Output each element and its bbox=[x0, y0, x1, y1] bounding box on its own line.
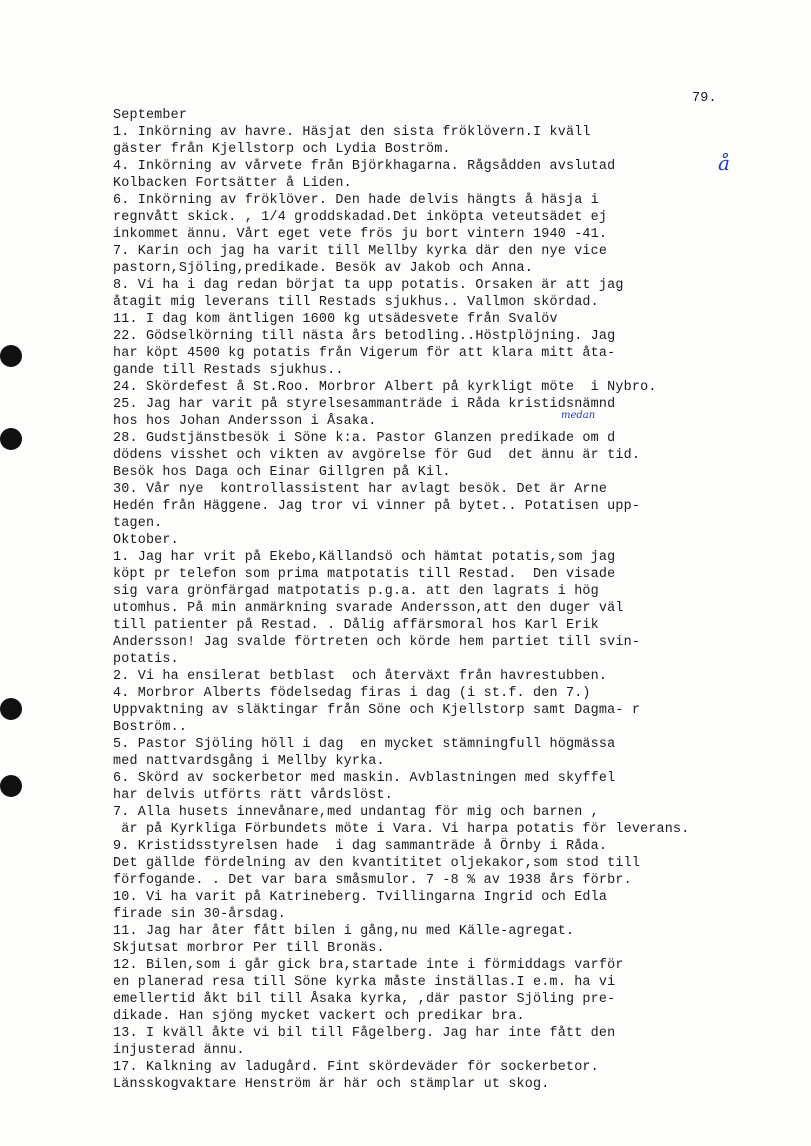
text-line: 9. Kristidsstyrelsen hade i dag sammanträde å Örnby i Råda. bbox=[113, 839, 608, 854]
text-line: åtagit mig leverans till Restads sjukhus.. Vallmon skördad. bbox=[113, 295, 599, 310]
text-line: 7. Alla husets innevånare,med undantag för mig och barnen , bbox=[113, 805, 599, 820]
text-line: Oktober. bbox=[113, 533, 179, 548]
text-line: 11. I dag kom äntligen 1600 kg utsädesvete från Svalöv bbox=[113, 312, 558, 327]
text-line: Kolbacken Fortsätter å Liden. bbox=[113, 176, 352, 191]
text-line: 4. Inkörning av vårvete från Björkhagarna. Rågsådden avslutad bbox=[113, 159, 616, 174]
text-line: sig vara grönfärgad matpotatis p.g.a. att den lagrats i hög bbox=[113, 584, 599, 599]
text-line: 28. Gudstjänstbesök i Söne k:a. Pastor Glanzen predikade om d bbox=[113, 431, 616, 446]
text-line: utomhus. På min anmärkning svarade Andersson,att den duger väl bbox=[113, 601, 624, 616]
text-line: inkommet ännu. Vårt eget vete frös ju bort vintern 1940 -41. bbox=[113, 227, 608, 242]
text-line: 5. Pastor Sjöling höll i dag en mycket stämningfull högmässa bbox=[113, 737, 616, 752]
text-line: med nattvardsgång i Mellby kyrka. bbox=[113, 754, 385, 769]
text-line: 25. Jag har varit på styrelsesammanträde i Råda kristidsnämnd bbox=[113, 397, 616, 412]
text-line: 6. Inkörning av fröklöver. Den hade delvis hängts å häsja i bbox=[113, 193, 599, 208]
text-line: 1. Jag har vrit på Ekebo,Källandsö och hämtat potatis,som jag bbox=[113, 550, 616, 565]
text-line: 4. Morbror Alberts födelsedag firas i dag (i st.f. den 7.) bbox=[113, 686, 591, 701]
text-line: förfogande. . Det var bara småsmulor. 7 -8 % av 1938 års förbr. bbox=[113, 873, 632, 888]
text-line: potatis. bbox=[113, 652, 179, 667]
text-line: 10. Vi ha varit på Katrineberg. Tvillingarna Ingrid och Edla bbox=[113, 890, 608, 905]
text-line: är på Kyrkliga Förbundets möte i Vara. Vi harpa potatis för leverans. bbox=[113, 822, 690, 837]
handwritten-margin-note: å bbox=[718, 151, 730, 175]
text-line: regnvått skick. , 1/4 groddskadad.Det inköpta veteutsädet ej bbox=[113, 210, 608, 225]
handwritten-inserted-word: medan bbox=[561, 410, 596, 421]
text-line: Uppvaktning av släktingar från Söne och Kjellstorp samt Dagma- r bbox=[113, 703, 641, 718]
text-line: 12. Bilen,som i går gick bra,startade inte i förmiddags varför bbox=[113, 958, 624, 973]
text-line: till patienter på Restad. . Dålig affärsmoral hos Karl Erik bbox=[113, 618, 599, 633]
text-line: September bbox=[113, 108, 188, 123]
text-line: köpt pr telefon som prima matpotatis till Restad. Den visade bbox=[113, 567, 616, 582]
text-line: har delvis utförts rätt vårdslöst. bbox=[113, 788, 394, 803]
text-line: 2. Vi ha ensilerat betblast och återväxt från havrestubben. bbox=[113, 669, 608, 684]
diary-text bbox=[113, 107, 803, 1092]
text-line: Länsskogvaktare Henström är här och stämplar ut skog. bbox=[113, 1077, 550, 1092]
text-line: 17. Kalkning av ladugård. Fint skördeväder för sockerbetor. bbox=[113, 1060, 599, 1075]
text-line: hos hos Johan Andersson i Åsaka. bbox=[113, 414, 377, 429]
text-line: tagen. bbox=[113, 516, 163, 531]
text-line: gäster från Kjellstorp och Lydia Boström. bbox=[113, 142, 451, 157]
text-line: Andersson! Jag svalde förtreten och körde hem partiet till svin- bbox=[113, 635, 641, 650]
punch-hole bbox=[0, 345, 22, 367]
text-line: Skjutsat morbror Per till Bronäs. bbox=[113, 941, 385, 956]
text-line: 1. Inkörning av havre. Häsjat den sista fröklövern.I kväll bbox=[113, 125, 591, 140]
text-line: 30. Vår nye kontrollassistent har avlagt besök. Det är Arne bbox=[113, 482, 608, 497]
text-line: dödens visshet och vikten av avgörelse för Gud det ännu är tid. bbox=[113, 448, 641, 463]
text-line: 13. I kväll åkte vi bil till Fågelberg. Jag har inte fått den bbox=[113, 1026, 616, 1041]
text-line: injusterad ännu. bbox=[113, 1043, 245, 1058]
text-line: 22. Gödselkörning till nästa års betodling..Höstplöjning. Jag bbox=[113, 329, 616, 344]
punch-hole bbox=[0, 698, 22, 720]
text-line: gande till Restads sjukhus.. bbox=[113, 363, 344, 378]
text-line: har köpt 4500 kg potatis från Vigerum för att klara mitt åta- bbox=[113, 346, 616, 361]
text-line: 24. Skördefest å St.Roo. Morbror Albert på kyrkligt möte i Nybro. bbox=[113, 380, 657, 395]
text-line: pastorn,Sjöling,predikade. Besök av Jakob och Anna. bbox=[113, 261, 534, 276]
text-line: 8. Vi ha i dag redan börjat ta upp potatis. Orsaken är att jag bbox=[113, 278, 624, 293]
text-line: en planerad resa till Söne kyrka måste inställas.I e.m. ha vi bbox=[113, 975, 616, 990]
text-line: dikade. Han sjöng mycket vackert och predikar bra. bbox=[113, 1009, 525, 1024]
text-line: 11. Jag har åter fått bilen i gång,nu med Källe-agregat. bbox=[113, 924, 575, 939]
punch-hole bbox=[0, 428, 22, 450]
text-line: Det gällde fördelning av den kvantititet oljekakor,som stod till bbox=[113, 856, 641, 871]
text-line: emellertid åkt bil till Åsaka kyrka, ,där pastor Sjöling pre- bbox=[113, 992, 616, 1007]
text-line: Hedén från Häggene. Jag tror vi vinner på bytet.. Potatisen upp- bbox=[113, 499, 641, 514]
text-line: 6. Skörd av sockerbetor med maskin. Avblastningen med skyffel bbox=[113, 771, 616, 786]
text-line: firade sin 30-årsdag. bbox=[113, 907, 286, 922]
text-line: 7. Karin och jag ha varit till Mellby kyrka där den nye vice bbox=[113, 244, 608, 259]
text-line: Boström.. bbox=[113, 720, 188, 735]
page-number: 79. bbox=[692, 91, 717, 106]
punch-hole bbox=[0, 775, 22, 797]
text-line: Besök hos Daga och Einar Gillgren på Kil. bbox=[113, 465, 451, 480]
